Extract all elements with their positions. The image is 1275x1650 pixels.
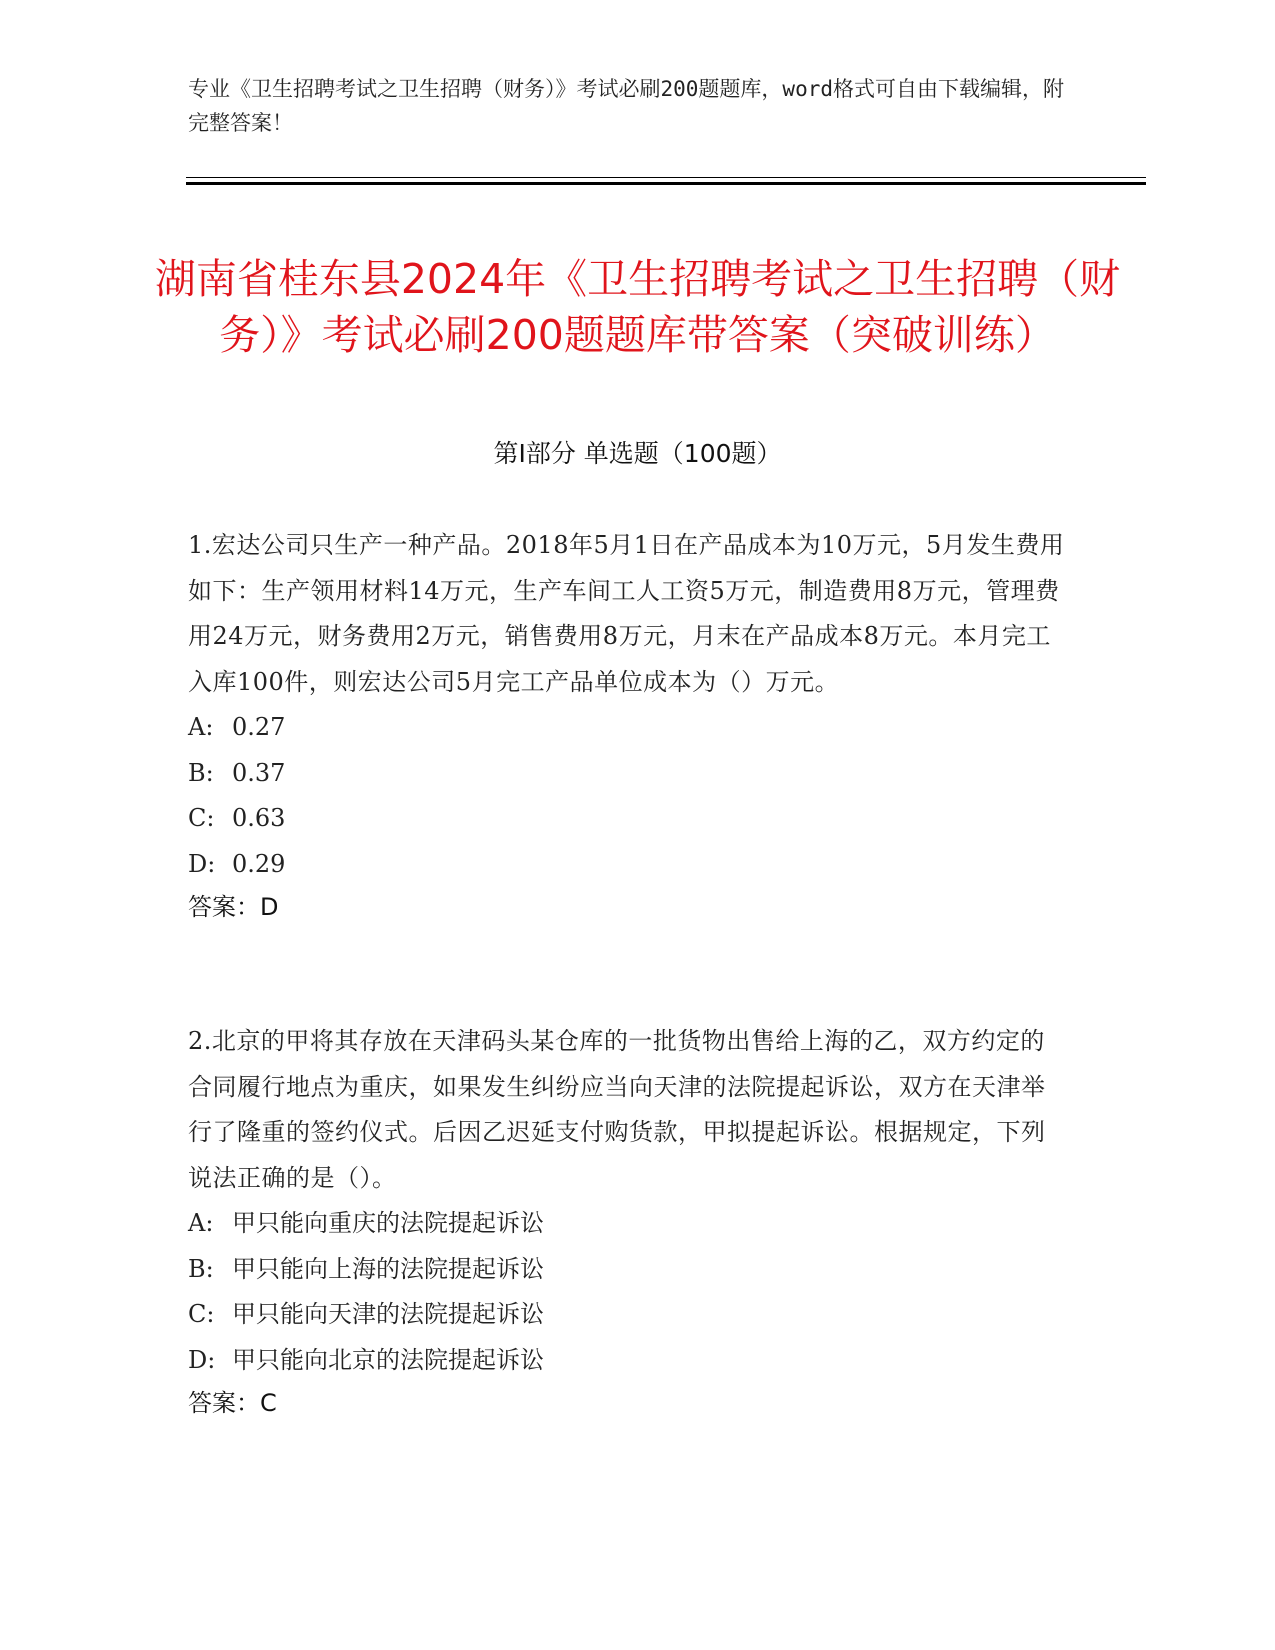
section-heading: 第Ⅰ部分 单选题（100题） [493, 439, 782, 468]
option-letter: C: [188, 804, 215, 832]
option-letter: B: [188, 758, 214, 787]
header-divider-thin [186, 177, 1146, 178]
option-c [188, 1292, 1068, 1338]
question-stem: 2.北京的甲将其存放在天津码头某仓库的一批货物出售给上海的乙，双方约定的合同履行地点为重庆，如果发生纠纷应当向天津的法院提起诉讼，双方在天津举行了隆重的签约仪式。后因乙迟延支付购货款，甲拟提起诉讼。根据规定，下列说法正确的是（）。 [188, 1027, 1046, 1192]
option-b [188, 1247, 1068, 1293]
option-c [188, 796, 1068, 842]
option-text: 0.29 [232, 849, 286, 878]
answer-line: 答案：D [188, 893, 279, 921]
option-letter: C: [188, 1300, 215, 1328]
header-divider-thick [186, 182, 1146, 185]
option-letter: B: [188, 1254, 214, 1283]
question-stem: 1.宏达公司只生产一种产品。2018年5月1日在产品成本为10万元，5月发生费用如下：生产领用材料14万元，生产车间工人工资5万元，制造费用8万元，管理费用24万元，财务费用2万元，销售费用8万元，月末在产品成本8万元。本月完工入库100件，则宏达公司5月完工产品单位成本为（）万元。 [188, 531, 1065, 696]
option-text: 甲只能向北京的法院提起诉讼 [232, 1345, 544, 1374]
option-text: 0.63 [232, 804, 286, 832]
answer-line: 答案：C [188, 1389, 277, 1417]
question-item [188, 523, 1068, 927]
document-title: 湖南省桂东县2024年《卫生招聘考试之卫生招聘（财务）》考试必刷200题题库带答案（突破训练） [154, 255, 1121, 360]
option-a [188, 705, 1068, 751]
option-letter: D: [188, 849, 216, 878]
option-d [188, 1338, 1068, 1384]
header-note: 专业《卫生招聘考试之卫生招聘（财务）》考试必刷200题题库，word格式可自由下载编辑，附完整答案！ [188, 77, 1064, 135]
question-item [188, 1019, 1068, 1423]
option-letter: A: [188, 1209, 214, 1237]
option-letter: D: [188, 1345, 216, 1374]
option-text: 0.27 [232, 713, 286, 741]
option-b [188, 751, 1068, 797]
option-text: 甲只能向天津的法院提起诉讼 [232, 1300, 544, 1328]
option-text: 0.37 [232, 758, 286, 787]
option-text: 甲只能向上海的法院提起诉讼 [232, 1254, 544, 1283]
option-text: 甲只能向重庆的法院提起诉讼 [232, 1209, 544, 1237]
option-d [188, 842, 1068, 888]
option-letter: A: [188, 713, 214, 741]
option-a [188, 1201, 1068, 1247]
